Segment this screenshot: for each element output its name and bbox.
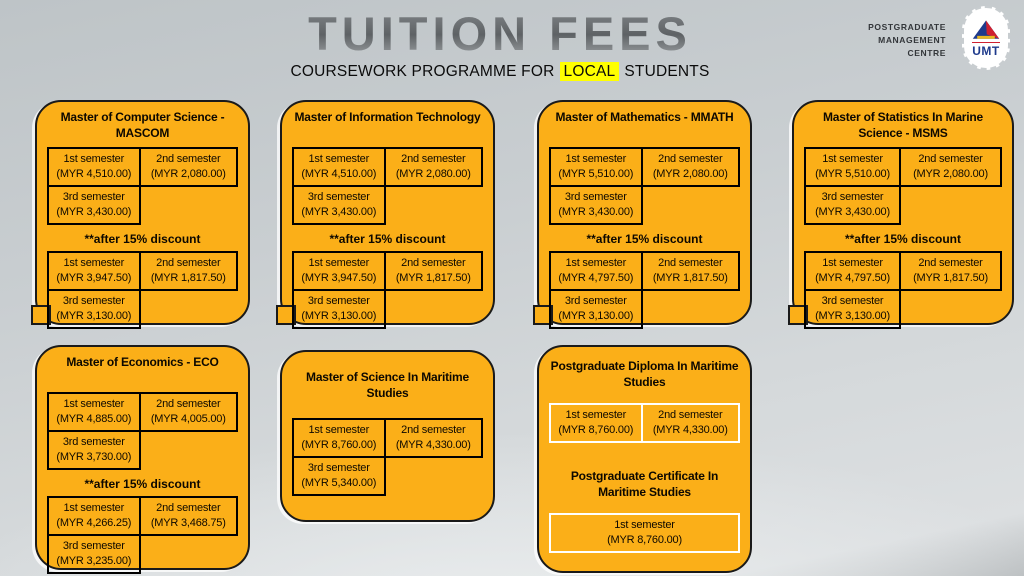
fee-semester-label: 1st semester — [308, 424, 370, 436]
discount-note: **after 15% discount — [329, 232, 446, 247]
fee-amount: (MYR 4,330.00) — [652, 423, 728, 436]
fee-box-1st-semester — [549, 513, 740, 553]
discount-fee-box-3rd-semester — [292, 289, 386, 329]
fee-amount: (MYR 2,080.00) — [913, 167, 988, 180]
discount-fee-box-3rd-semester — [47, 289, 141, 329]
fee-semester-label: 2nd semester — [658, 153, 723, 165]
fee-table — [804, 147, 1002, 225]
fee-semester-label: 2nd semester — [918, 257, 983, 270]
fee-box-1st-semester — [549, 147, 643, 187]
fee-semester-label: 2nd semester — [156, 398, 221, 410]
fee-box-1st-semester — [549, 403, 643, 443]
fee-table — [549, 403, 740, 443]
card-msms — [792, 100, 1014, 325]
fee-amount: (MYR 5,340.00) — [301, 476, 377, 489]
fee-amount: (MYR 3,235.00) — [56, 554, 132, 567]
fee-semester-label: 1st semester — [63, 398, 125, 410]
discount-fee-table — [47, 496, 238, 574]
discount-note: **after 15% discount — [84, 477, 201, 492]
fee-amount: (MYR 2,080.00) — [652, 167, 728, 180]
discount-fee-box-2nd-semester — [139, 251, 238, 291]
card-mascom — [35, 100, 250, 325]
fee-semester-label: 3rd semester — [307, 295, 370, 308]
fee-semester-label: 3rd semester — [564, 191, 627, 204]
discount-note: **after 15% discount — [844, 232, 962, 247]
programme-title: Master of Statistics In Marine Science - MSMS — [822, 110, 984, 140]
card-maritime-science — [280, 350, 495, 522]
fee-amount: (MYR 4,266.25) — [56, 516, 132, 529]
discount-fee-table — [804, 251, 1002, 329]
fee-semester-label: 3rd semester — [564, 295, 627, 308]
fee-box-3rd-semester — [47, 430, 141, 470]
fee-box-1st-semester — [804, 147, 901, 187]
discount-note: **after 15% discount — [586, 232, 703, 247]
fee-box-1st-semester — [292, 147, 386, 187]
fee-amount: (MYR 2,080.00) — [150, 167, 226, 180]
fee-semester-label: 1st semester — [565, 257, 627, 270]
fee-box-2nd-semester — [139, 392, 238, 432]
fee-semester-label: 3rd semester — [307, 462, 370, 475]
fee-table — [549, 147, 740, 225]
fee-semester-label: 3rd semester — [62, 540, 125, 553]
fee-amount: (MYR 5,510.00) — [558, 167, 634, 180]
card-maritime-diploma-certificate — [537, 345, 752, 573]
fee-semester-label: 2nd semester — [658, 257, 723, 270]
subtitle-highlight: LOCAL — [560, 62, 620, 81]
fee-semester-label: 3rd semester — [62, 436, 125, 449]
programme-title: Master of Mathematics - MMATH — [555, 110, 734, 124]
discount-fee-box-1st-semester — [47, 251, 141, 291]
fee-semester-label: 1st semester — [565, 409, 627, 421]
fee-amount: (MYR 1,817.50) — [913, 271, 988, 284]
fee-box-3rd-semester — [292, 456, 386, 496]
programme-title: Master of Computer Science - MASCOM — [60, 110, 225, 140]
fee-semester-label: 3rd semester — [62, 295, 125, 308]
org-name — [868, 21, 946, 59]
fee-amount: (MYR 5,510.00) — [815, 167, 890, 180]
fee-box-3rd-semester — [47, 185, 141, 225]
programme-title: Postgraduate Certificate In Maritime Studies — [570, 469, 719, 499]
fee-semester-label: 2nd semester — [156, 502, 221, 515]
fee-amount: (MYR 4,330.00) — [395, 438, 471, 451]
fee-box-2nd-semester — [384, 418, 483, 458]
fee-box-1st-semester — [47, 392, 141, 432]
umt-logo — [962, 6, 1010, 70]
discount-fee-box-1st-semester — [549, 251, 643, 291]
fee-amount: (MYR 3,430.00) — [301, 205, 377, 218]
fee-semester-label: 2nd semester — [918, 153, 983, 165]
fee-amount: (MYR 8,760.00) — [301, 438, 377, 451]
fee-semester-label: 2nd semester — [658, 409, 723, 421]
fee-semester-label: 3rd semester — [821, 295, 884, 308]
fee-amount: (MYR 3,730.00) — [56, 450, 132, 463]
fee-semester-label: 2nd semester — [401, 153, 466, 165]
fee-amount: (MYR 3,947.50) — [301, 271, 377, 284]
fee-semester-label: 3rd semester — [62, 191, 125, 204]
fee-table — [292, 418, 483, 496]
discount-fee-box-2nd-semester — [139, 496, 238, 536]
fee-amount: (MYR 4,510.00) — [56, 167, 132, 180]
card-economics — [35, 345, 250, 570]
fee-semester-label: 1st semester — [822, 257, 883, 270]
discount-note: **after 15% discount — [84, 232, 201, 247]
fee-semester-label: 3rd semester — [307, 191, 370, 204]
fee-box-2nd-semester — [641, 403, 740, 443]
card-information-technology — [280, 100, 495, 325]
fee-amount: (MYR 3,130.00) — [815, 309, 890, 322]
org-line: CENTRE — [907, 47, 946, 58]
fee-amount: (MYR 8,760.00) — [558, 423, 634, 436]
discount-fee-box-2nd-semester — [384, 251, 483, 291]
fee-amount: (MYR 4,885.00) — [56, 412, 132, 425]
fee-amount: (MYR 1,817.50) — [395, 271, 471, 284]
discount-fee-table — [292, 251, 483, 329]
fee-amount: (MYR 3,430.00) — [815, 205, 890, 218]
discount-fee-box-2nd-semester — [899, 251, 1002, 291]
fee-table — [47, 392, 238, 470]
discount-fee-box-1st-semester — [47, 496, 141, 536]
fee-table — [47, 147, 238, 225]
discount-fee-table — [47, 251, 238, 329]
programme-title: Master of Information Technology — [294, 110, 481, 124]
fee-semester-label: 1st semester — [614, 519, 675, 532]
org-line: POSTGRADUATE — [868, 22, 946, 32]
fee-semester-label: 1st semester — [308, 153, 370, 165]
fee-amount: (MYR 1,817.50) — [652, 271, 728, 284]
fee-semester-label: 2nd semester — [156, 153, 221, 165]
fee-amount: (MYR 3,130.00) — [56, 309, 132, 322]
fee-amount: (MYR 3,130.00) — [558, 309, 634, 322]
discount-fee-box-1st-semester — [292, 251, 386, 291]
fee-amount: (MYR 3,947.50) — [56, 271, 132, 284]
fee-amount: (MYR 4,797.50) — [815, 271, 890, 284]
subtitle-suffix: STUDENTS — [624, 63, 710, 80]
fee-box-3rd-semester — [549, 185, 643, 225]
fee-amount: (MYR 3,430.00) — [558, 205, 634, 218]
fee-box-2nd-semester — [139, 147, 238, 187]
umt-emblem-icon — [971, 19, 1001, 41]
fee-amount: (MYR 4,797.50) — [558, 271, 634, 284]
programme-title: Master of Economics - ECO — [66, 355, 219, 369]
fee-amount: (MYR 8,760.00) — [607, 533, 682, 546]
page-subtitle — [0, 63, 1000, 81]
fee-semester-label: 1st semester — [565, 153, 627, 165]
fee-box-2nd-semester — [384, 147, 483, 187]
fee-amount: (MYR 3,430.00) — [56, 205, 132, 218]
fee-box-3rd-semester — [804, 185, 901, 225]
programme-title: Postgraduate Diploma In Maritime Studies — [550, 359, 739, 389]
fee-semester-label: 1st semester — [822, 153, 883, 165]
fee-amount: (MYR 1,817.50) — [150, 271, 226, 284]
discount-fee-box-3rd-semester — [47, 534, 141, 574]
fee-table — [292, 147, 483, 225]
programme-title: Master of Science In Maritime Studies — [306, 370, 469, 400]
org-line: MANAGEMENT — [878, 34, 946, 45]
subtitle-prefix: COURSEWORK PROGRAMME FOR — [290, 63, 555, 80]
fee-box-1st-semester — [292, 418, 386, 458]
fee-box-2nd-semester — [641, 147, 740, 187]
discount-fee-box-1st-semester — [804, 251, 901, 291]
card-mmath — [537, 100, 752, 325]
fee-box-1st-semester — [47, 147, 141, 187]
umt-logo-text: UMT — [972, 43, 1000, 58]
fee-semester-label: 1st semester — [63, 153, 125, 165]
fee-semester-label: 1st semester — [63, 257, 125, 270]
fee-semester-label: 2nd semester — [401, 257, 466, 270]
fee-semester-label: 3rd semester — [821, 191, 884, 204]
fee-semester-label: 2nd semester — [401, 424, 466, 436]
fee-semester-label: 1st semester — [63, 502, 125, 515]
fee-amount: (MYR 4,005.00) — [150, 412, 226, 425]
page-title: TUITION FEES — [0, 6, 1000, 61]
fee-box-2nd-semester — [899, 147, 1002, 187]
fee-amount: (MYR 3,130.00) — [301, 309, 377, 322]
fee-amount: (MYR 2,080.00) — [395, 167, 471, 180]
fee-amount: (MYR 4,510.00) — [301, 167, 377, 180]
discount-fee-box-3rd-semester — [804, 289, 901, 329]
fee-semester-label: 1st semester — [308, 257, 370, 270]
fee-amount: (MYR 3,468.75) — [150, 516, 226, 529]
discount-fee-box-3rd-semester — [549, 289, 643, 329]
fee-box-3rd-semester — [292, 185, 386, 225]
fee-semester-label: 2nd semester — [156, 257, 221, 270]
discount-fee-box-2nd-semester — [641, 251, 740, 291]
fee-table — [549, 513, 740, 553]
discount-fee-table — [549, 251, 740, 329]
